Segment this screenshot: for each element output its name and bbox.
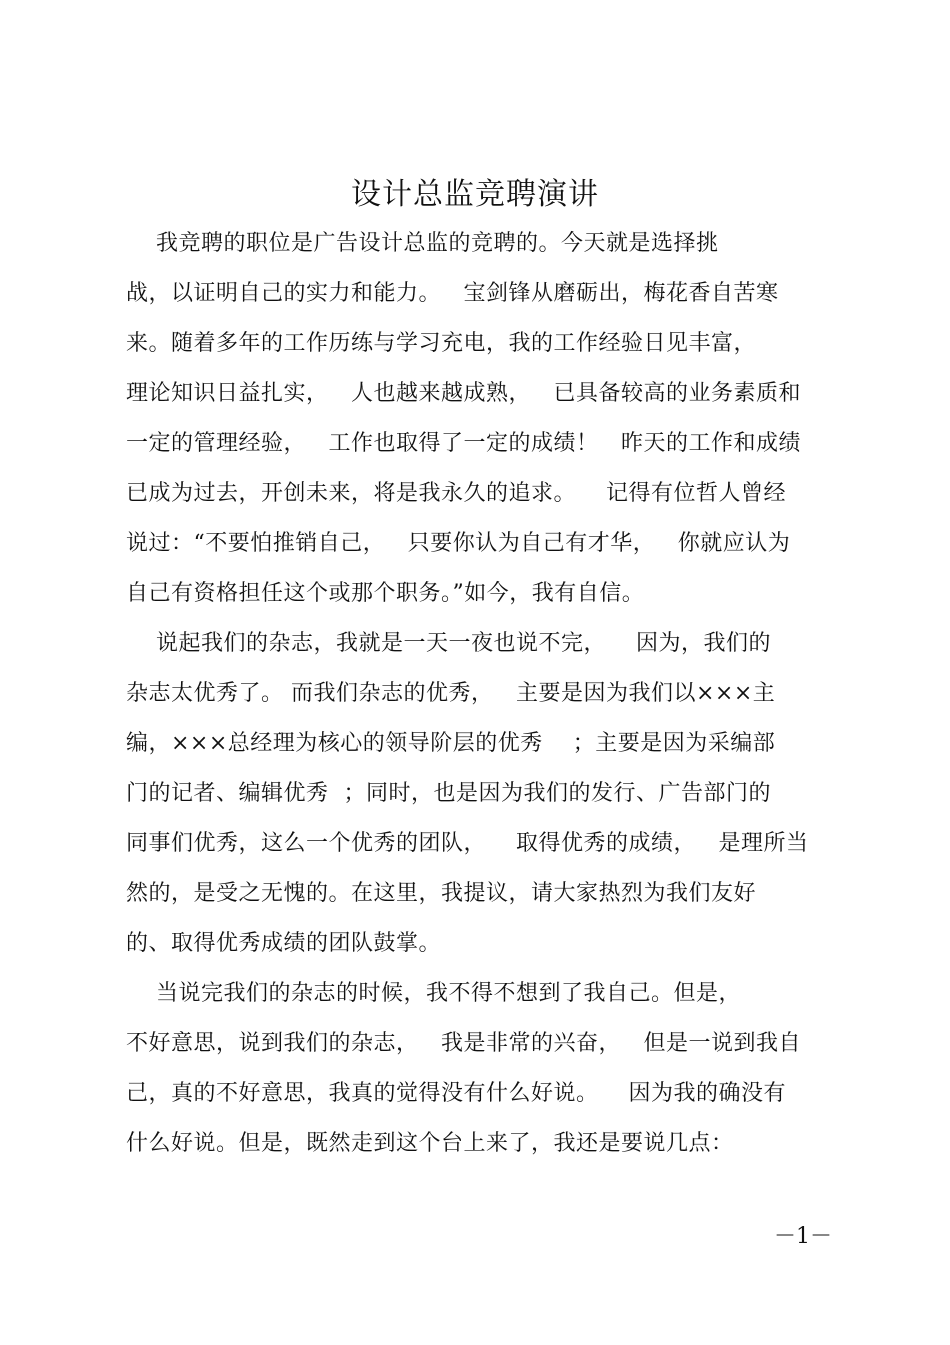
text-line: 己，真的不好意思，我真的觉得没有什么好说。 因为我的确没有	[126, 1081, 786, 1106]
text-line: 一定的管理经验， 工作也取得了一定的成绩！ 昨天的工作和成绩	[126, 431, 801, 456]
page-number: －1－	[774, 1224, 832, 1249]
text-line: 说起我们的杂志，我就是一天一夜也说不完， 因为，我们的	[126, 631, 771, 656]
text-line: 不好意思，说到我们的杂志， 我是非常的兴奋， 但是一说到我自	[126, 1031, 801, 1056]
text-line: 我竞聘的职位是广告设计总监的竞聘的。今天就是选择挑	[126, 231, 719, 256]
text-line: 门的记者、编辑优秀 ；同时，也是因为我们的发行、广告部门的	[126, 781, 771, 806]
text-line: 战，以证明自己的实力和能力。 宝剑锋从磨砺出，梅花香自苦寒	[126, 281, 779, 306]
text-line: 然的，是受之无愧的。在这里，我提议，请大家热烈为我们友好	[126, 881, 757, 906]
text-line: 同事们优秀，这么一个优秀的团队， 取得优秀的成绩， 是理所当	[126, 831, 809, 856]
text-line: 什么好说。但是，既然走到这个台上来了，我还是要说几点：	[126, 1131, 734, 1156]
document-body	[126, 222, 846, 1172]
text-line: 的、取得优秀成绩的团队鼓掌。	[126, 931, 442, 956]
text-line: 当说完我们的杂志的时候，我不得不想到了我自己。但是，	[126, 981, 741, 1006]
text-line: 编，×××总经理为核心的领导阶层的优秀 ；主要是因为采编部	[126, 731, 776, 756]
document-title: 设计总监竞聘演讲	[351, 177, 599, 212]
text-line: 已成为过去，开创未来，将是我永久的追求。 记得有位哲人曾经	[126, 481, 786, 506]
text-line: 理论知识日益扎实， 人也越来越成熟， 已具备较高的业务素质和	[126, 381, 801, 406]
text-line: 说过：“不要怕推销自己， 只要你认为自己有才华， 你就应认为	[126, 531, 791, 556]
text-line: 来。随着多年的工作历练与学习充电，我的工作经验日见丰富，	[126, 331, 757, 356]
text-line: 杂志太优秀了。 而我们杂志的优秀， 主要是因为我们以×××主	[126, 681, 776, 706]
text-line: 自己有资格担任这个或那个职务。”如今，我有自信。	[126, 581, 645, 606]
